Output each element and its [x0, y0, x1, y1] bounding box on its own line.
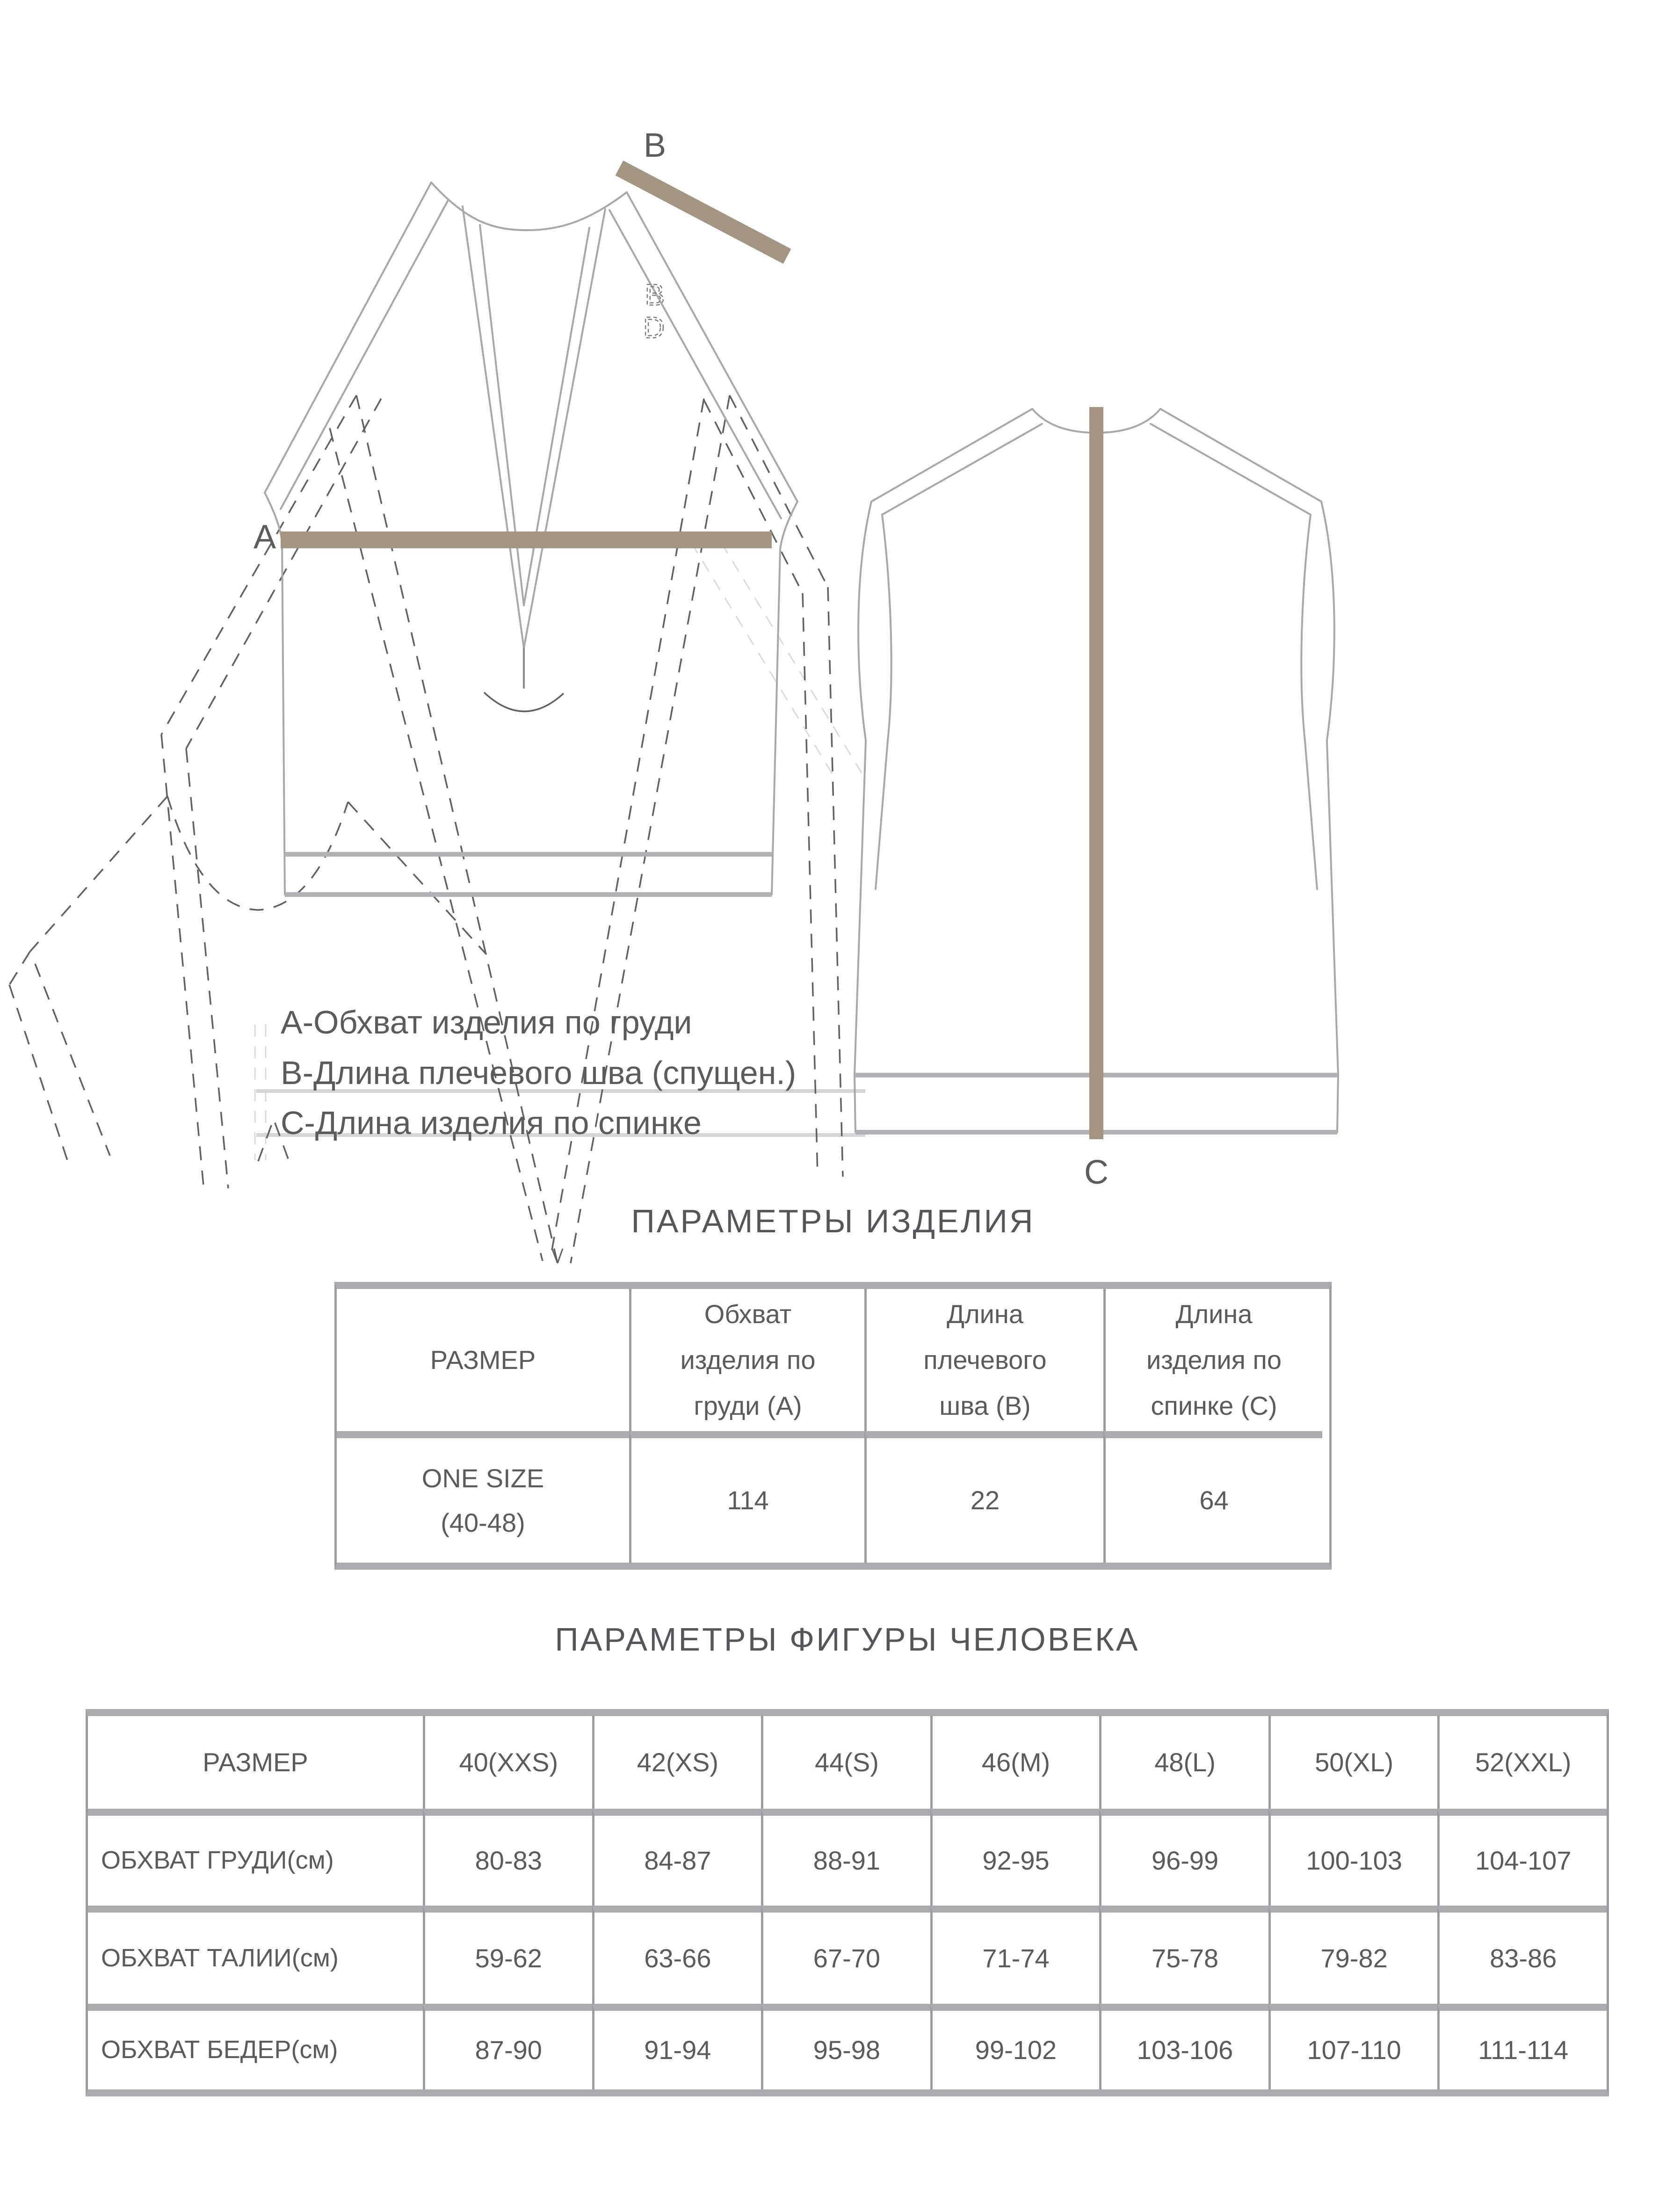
cell-value: 96-99 — [1099, 1809, 1268, 1906]
label-b: В — [643, 127, 666, 164]
cell-value: 67-70 — [761, 1906, 930, 2004]
legend-line-b: В-Длина плечевого шва (спущен.) — [281, 1055, 797, 1091]
row-label: ОБХВАТ ТАЛИИ(см) — [88, 1906, 423, 2004]
cell-value: 107-110 — [1268, 2004, 1438, 2089]
front-vest-hem-band — [285, 854, 772, 895]
cell-value: 111-114 — [1437, 2004, 1607, 2089]
cell-value: 75-78 — [1099, 1906, 1268, 2004]
measure-line-b — [619, 168, 787, 256]
col-header: 48(L) — [1099, 1716, 1268, 1809]
cell-value: 80-83 — [423, 1809, 592, 1906]
cell-value: 63-66 — [592, 1906, 761, 2004]
measure-line-a — [281, 531, 772, 548]
col-header: 44(S) — [761, 1716, 930, 1809]
cell-value: 92-95 — [930, 1809, 1100, 1906]
col-header: Обхват изделия по груди (А) — [629, 1289, 864, 1431]
ghost-label-d: D — [643, 311, 665, 344]
col-header: Длина плечевого шва (В) — [864, 1289, 1103, 1431]
ghost-arrowhead — [552, 1248, 563, 1263]
cell-value: 22 — [864, 1431, 1103, 1563]
cell-value: 79-82 — [1268, 1906, 1438, 2004]
cell-value: 64 — [1103, 1431, 1322, 1563]
measure-line-c — [1089, 407, 1103, 1139]
legend-line-c: С-Длина изделия по спинке — [281, 1105, 702, 1141]
col-header: 52(XXL) — [1437, 1716, 1607, 1809]
cell-value: 84-87 — [592, 1809, 761, 1906]
cell-value: 87-90 — [423, 2004, 592, 2089]
cell-value: 88-91 — [761, 1809, 930, 1906]
col-header: 50(XL) — [1268, 1716, 1438, 1809]
ghost-label-b: B — [645, 278, 665, 312]
col-header: РАЗМЕР — [203, 1747, 308, 1777]
cell-value: 114 — [629, 1431, 864, 1563]
col-header: 46(M) — [930, 1716, 1100, 1809]
cell-value: 100-103 — [1268, 1809, 1438, 1906]
front-vest-vpoint-arc — [484, 692, 564, 712]
cell-value: 91-94 — [592, 2004, 761, 2089]
col-header: 40(XXS) — [423, 1716, 592, 1809]
cell-value: 59-62 — [423, 1906, 592, 2004]
cell-value: 95-98 — [761, 2004, 930, 2089]
cell-value: 99-102 — [930, 2004, 1100, 2089]
col-header: 42(XS) — [592, 1716, 761, 1809]
body-table-title: ПАРАМЕТРЫ ФИГУРЫ ЧЕЛОВЕКА — [555, 1621, 1140, 1658]
col-header: Длина изделия по спинке (С) — [1103, 1289, 1322, 1431]
row-label: ONE SIZE (40-48) — [337, 1431, 629, 1563]
label-a: А — [253, 518, 276, 556]
row-label: ОБХВАТ БЕДЕР(см) — [88, 2004, 423, 2089]
product-table-title: ПАРАМЕТРЫ ИЗДЕЛИЯ — [631, 1203, 1035, 1239]
row-label: ОБХВАТ ГРУДИ(см) — [88, 1809, 423, 1906]
cell-value: 104-107 — [1437, 1809, 1607, 1906]
cell-value: 103-106 — [1099, 2004, 1268, 2089]
product-size-table — [334, 1282, 1332, 1570]
cell-value: 83-86 — [1437, 1906, 1607, 2004]
legend-line-a: А-Обхват изделия по груди — [281, 1004, 692, 1041]
cell-value: 71-74 — [930, 1906, 1100, 2004]
label-c: C — [1084, 1154, 1108, 1191]
body-size-table — [86, 1709, 1609, 2096]
col-header: РАЗМЕР — [430, 1345, 536, 1375]
